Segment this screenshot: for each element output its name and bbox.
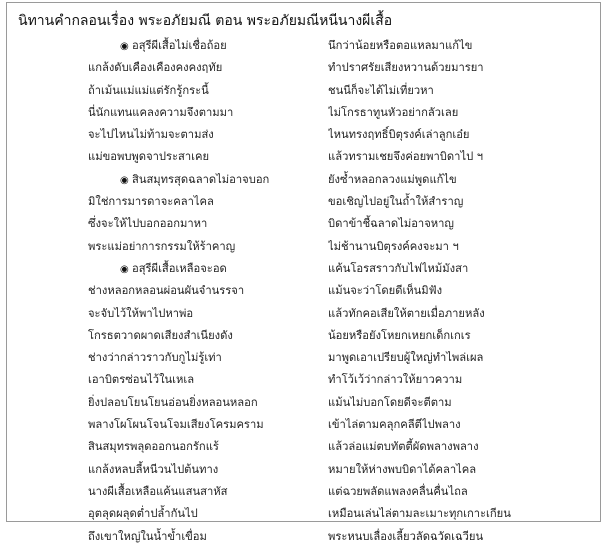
poem-line-right xyxy=(328,369,590,391)
poem-line-text: สินสมุทรสุดฉลาดไม่อาจบอก xyxy=(132,172,270,186)
poem-column-right xyxy=(328,35,590,548)
poem-line-text: ไหนทรงฤทธิ์บิตุรงค์เล่าลูกเอ๋ย xyxy=(328,128,470,142)
poem-line-text: เข้าไล่ตามคลุกคลีตีไปพลาง xyxy=(328,418,461,432)
poem-line-right xyxy=(328,347,590,369)
poem-line-text: เหมือนเล่นไล่ตามละเมาะทุกเกาะเกียน xyxy=(328,507,511,521)
poem-line-text: แกล้งดับเคืองเคืองคงคงฤทัย xyxy=(88,61,223,75)
poem-line-left xyxy=(88,57,324,79)
poem-line-left xyxy=(88,325,324,347)
poem-line-text: แล้วทรามเชยจึงค่อยพาบิดาไป ฯ xyxy=(328,150,484,164)
poem-line-right xyxy=(328,414,590,436)
poem-line-text: แม้นไม่บอกโดยดีจะตีตาม xyxy=(328,395,452,409)
poem-line-left xyxy=(88,414,324,436)
poem-line-text: จะจับไว้ให้พาไปหาพ่อ xyxy=(88,306,194,320)
poem-line-text: ถึงเขาใหญ่ในน้ำข้ำเขื่อม xyxy=(88,529,207,543)
poem-line-text: ช่างว่ากล่าวราวกับกูไม่รู้เท่า xyxy=(88,351,222,365)
poem-line-right xyxy=(328,303,590,325)
poem-line-left xyxy=(88,303,324,325)
poem-line-text: มิใช่การมารดาจะคลาไคล xyxy=(88,195,214,209)
poem-line-text: แล้วทักคอเสียให้ตายเมื่อภายหลัง xyxy=(328,306,485,320)
poem-line-left xyxy=(88,280,324,302)
poem-line-text: แกล้งหลบลี้หนีวนไปต้นทาง xyxy=(88,462,219,476)
poem-line-text: แม้นจะว่าโดยดีเห็นมิฟัง xyxy=(328,284,443,298)
bullet-icon: ◉ xyxy=(120,41,129,52)
poem-line-right xyxy=(328,124,590,146)
poem-line-right xyxy=(328,102,590,124)
poem-line-text: ขอเชิญไปอยู่ในถ้ำให้สำราญ xyxy=(328,195,464,209)
poem-line-right xyxy=(328,146,590,168)
poem-line-text: พลางโผโผนโจนโจมเสียงโครมคราม xyxy=(88,418,264,432)
poem-line-right xyxy=(328,325,590,347)
poem-line-left xyxy=(88,35,324,57)
poem-line-text: พระหนบเลื่องเลี้ยวลัดฉวัดเฉวียน xyxy=(328,529,484,543)
poem-line-right xyxy=(328,236,590,258)
poem-line-text: อสุรีผีเสื้อเหลือจะอด xyxy=(132,261,227,275)
poem-line-text: หมายให้ห่างพบบิดาได้คลาไคล xyxy=(328,462,477,476)
poem-line-left xyxy=(88,191,324,213)
poem-line-right xyxy=(328,35,590,57)
document-title: นิทานคำกลอนเรื่อง พระอภัยมณี ตอน พระอภัยมณีหนีนางผีเสื้อ xyxy=(18,13,393,29)
poem-line-left xyxy=(88,526,324,548)
poem-line-right xyxy=(328,503,590,525)
poem-line-left xyxy=(88,347,324,369)
poem-line-text: จะไปไหนไม่ท้ามจะตามส่ง xyxy=(88,128,214,142)
poem-line-left xyxy=(88,102,324,124)
poem-line-left xyxy=(88,213,324,235)
poem-line-text: แม่ขอพบพูดจาประสาเคย xyxy=(88,150,209,164)
poem-line-left xyxy=(88,258,324,280)
poem-line-right xyxy=(328,526,590,548)
poem-line-text: ยิ่งปลอบโยนโยนอ่อนยิ่งหลอนหลอก xyxy=(88,395,258,409)
poem-column-left xyxy=(88,35,324,548)
poem-line-left xyxy=(88,503,324,525)
poem-line-left xyxy=(88,124,324,146)
poem-line-text: โกรธตวาดผาดเสียงสำเนียงดัง xyxy=(88,328,233,342)
poem-line-left xyxy=(88,80,324,102)
poem-line-text: ชนนีก็จะได้ไม่เที่ยวหา xyxy=(328,83,434,97)
poem-line-right xyxy=(328,481,590,503)
poem-line-left xyxy=(88,392,324,414)
poem-line-right xyxy=(328,392,590,414)
poem-line-right xyxy=(328,213,590,235)
bullet-icon: ◉ xyxy=(120,174,129,186)
poem-line-text: พระแม่อย่าการกรรมให้ร้าคาญ xyxy=(88,239,236,253)
poem-line-left xyxy=(88,236,324,258)
poem-line-right xyxy=(328,57,590,79)
poem-line-text: ซึ่งจะให้ไปบอกออกมาหา xyxy=(88,217,208,231)
poem-line-text: ไม่โกรธาทูนหัวอย่ากลัวเลย xyxy=(328,105,459,119)
poem-line-text: สินสมุทรพลุดออกนอกรักแร้ xyxy=(88,440,219,454)
poem-line-text: ยังซ้ำหลอกลวงแม่พูดแก้ไข xyxy=(328,172,457,186)
poem-line-right xyxy=(328,80,590,102)
poem-line-text: ถ้าเม้นแม่แม่แต่รักรู้กระนี้ xyxy=(88,83,209,97)
poem-line-left xyxy=(88,146,324,168)
poem-line-left xyxy=(88,481,324,503)
poem-line-text: ไม่ช้านานบิตุรงค์คงจะมา ฯ xyxy=(328,239,459,253)
poem-line-text: นึกว่าน้อยหรือตอแหลมาแก้ไข xyxy=(328,39,473,52)
poem-line-text: นี่นักแทนแคลงความจึงตามมา xyxy=(88,105,234,119)
poem-line-left xyxy=(88,169,324,191)
poem-line-right xyxy=(328,436,590,458)
poem-line-left xyxy=(88,436,324,458)
poem-line-left xyxy=(88,369,324,391)
poem-line-right xyxy=(328,169,590,191)
poem-line-text: ช่างหลอกหลอนผ่อนผันจำนรรจา xyxy=(88,284,245,298)
poem-line-text: บิดาข้าชี้ฉลาดไม่อาจหาญ xyxy=(328,217,454,231)
poem-line-right xyxy=(328,258,590,280)
poem-line-text: ทำปราศรัยเสียงหวานด้วยมารยา xyxy=(328,61,484,75)
poem-line-right xyxy=(328,459,590,481)
poem-line-text: แต่ฉวยพลัดแพลงคลื่นคื่นไถล xyxy=(328,484,468,498)
bullet-icon: ◉ xyxy=(120,263,129,275)
poem-line-text: น้อยหรือยังโหยกเหยกเด็กเกเร xyxy=(328,328,471,342)
poem-line-text: แล้วล่อแม่ตบทัตตี้ผัดพลางพลาง xyxy=(328,440,479,454)
poem-line-left xyxy=(88,459,324,481)
poem-line-text: นางผีเสื้อเหลือแค้นแสนสาหัส xyxy=(88,484,228,498)
poem-line-text: เอาบิตรซ่อนไว้ในเหเล xyxy=(88,373,195,387)
poem-line-text: ทำโว้เว้ว่ากล่าวให้ยาวความ xyxy=(328,373,463,387)
poem-line-right xyxy=(328,280,590,302)
poem-line-text: อุตลุดผลุดต่ำปล้ำกันไป xyxy=(88,507,198,521)
poem-line-right xyxy=(328,191,590,213)
poem-line-text: มาพูดเอาเปรียบผู้ใหญ่ทำไพล่เผล xyxy=(328,351,484,365)
poem-line-text: แค้นโอรสราวกับไฟไหม้มังสา xyxy=(328,261,469,275)
poem-line-text: อสุรีผีเสื้อไม่เชื่อถ้อย xyxy=(132,39,227,52)
